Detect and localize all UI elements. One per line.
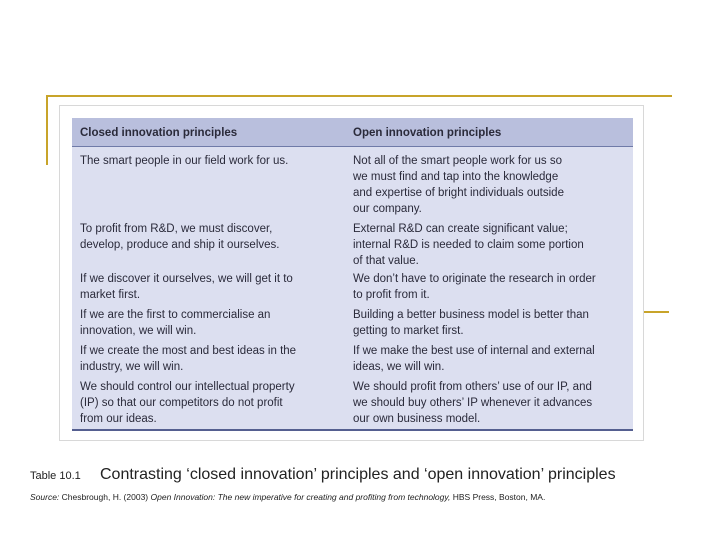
source-authors: Chesbrough, H. (2003) xyxy=(59,492,151,502)
row-6-open: We should profit from others’ use of our IP, and we should buy others’ IP whenever it advances our own business model. xyxy=(353,381,593,425)
accent-line-right xyxy=(643,311,669,313)
table-caption: Contrasting ‘closed innovation’ principles and ‘open innovation’ principles xyxy=(100,466,616,483)
principles-table xyxy=(72,118,633,431)
row-3-open: We don’t have to originate the research in order to profit from it. xyxy=(353,273,596,301)
header-closed: Closed innovation principles xyxy=(80,127,238,139)
table-number: Table 10.1 xyxy=(30,470,81,482)
row-3-closed: If we discover it ourselves, we will get it to market first. xyxy=(80,273,293,301)
header-open: Open innovation principles xyxy=(353,127,502,139)
row-6-closed: We should control our intellectual property (IP) so that our competitors do not profit from our ideas. xyxy=(80,381,295,425)
source-citation xyxy=(30,492,545,502)
row-5-closed: If we create the most and best ideas in the industry, we will win. xyxy=(80,345,297,373)
accent-line-top xyxy=(46,95,672,97)
row-4-closed: If we are the first to commercialise an innovation, we will win. xyxy=(80,309,271,337)
header-rule xyxy=(72,146,633,147)
accent-line-left xyxy=(46,95,48,165)
source-prefix: Source: xyxy=(30,492,60,502)
row-4-open: Building a better business model is better than getting to market first. xyxy=(353,309,589,337)
source-publisher: HBS Press, Boston, MA. xyxy=(450,492,546,502)
row-5-open: If we make the best use of internal and external ideas, we will win. xyxy=(353,345,595,373)
row-2-open: External R&D can create significant value; internal R&D is needed to claim some portion of that value. xyxy=(353,223,584,267)
row-1-closed: The smart people in our field work for us. xyxy=(80,155,289,167)
source-work: Open Innovation: The new imperative for creating and profiting from technology, xyxy=(150,492,451,502)
bottom-rule xyxy=(72,429,633,431)
row-1-open: Not all of the smart people work for us so we must find and tap into the knowledge and expertise of bright individuals outside our company. xyxy=(353,155,564,215)
row-2-closed: To profit from R&D, we must discover, develop, produce and ship it ourselves. xyxy=(80,223,280,251)
table-frame xyxy=(59,105,644,441)
